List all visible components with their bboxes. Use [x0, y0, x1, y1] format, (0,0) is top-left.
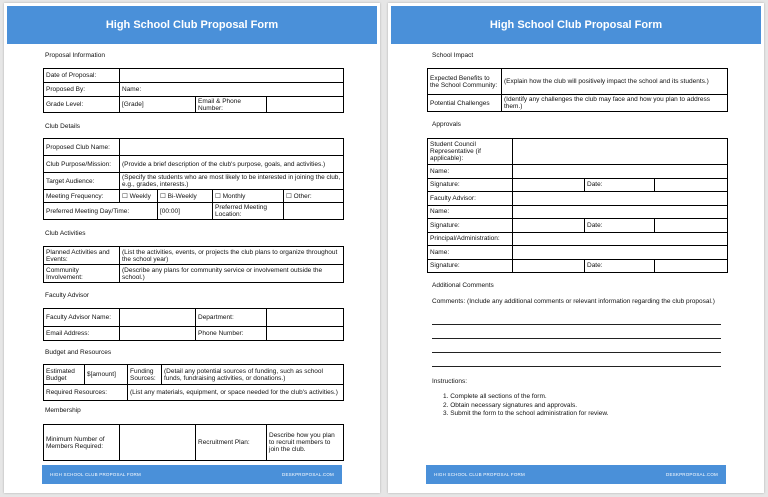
faculty-advisor-approval-label: Faculty Advisor:: [428, 192, 513, 206]
section-heading-club-activities: Club Activities: [45, 230, 86, 237]
email-address-field[interactable]: [120, 327, 196, 341]
recruitment-plan-field[interactable]: Describe how you plan to recruit members to join the club.: [267, 425, 344, 461]
section-heading-approvals: Approvals: [432, 121, 461, 128]
comment-line-2[interactable]: [432, 338, 721, 339]
principal-date-field[interactable]: [655, 259, 728, 273]
section-heading-club-details: Club Details: [45, 123, 81, 130]
budget-resources-table: [43, 364, 344, 401]
club-name-field[interactable]: [120, 139, 344, 156]
department-label: Department:: [196, 309, 267, 327]
council-representative-field[interactable]: [513, 139, 728, 165]
footer-right-text: DESKPROPOSAL.COM: [282, 472, 334, 477]
estimated-budget-label: Estimated Budget: [44, 365, 85, 385]
principal-signature-label: Signature:: [428, 259, 513, 273]
instruction-item: 3. Submit the form to the school administration for review.: [443, 410, 609, 417]
frequency-other-checkbox[interactable]: ☐ Other:: [284, 190, 344, 203]
meeting-frequency-label: Meeting Frequency:: [44, 190, 120, 203]
date-of-proposal-field[interactable]: [120, 69, 344, 83]
instruction-item: 2. Obtain necessary signatures and approvals.: [443, 401, 578, 409]
page-title: High School Club Proposal Form: [489, 19, 663, 31]
department-field[interactable]: [267, 309, 344, 327]
proposal-information-table: [43, 68, 344, 113]
frequency-biweekly-checkbox[interactable]: ☐ Bi-Weekly: [158, 190, 213, 203]
phone-number-label: Phone Number:: [196, 327, 267, 341]
comment-line-4[interactable]: [432, 366, 721, 367]
principal-date-label: Date:: [585, 259, 655, 273]
council-representative-label: Student Council Representative (if applicable):: [428, 139, 513, 165]
advisor-date-label: Date:: [585, 219, 655, 233]
meeting-location-label: Preferred Meeting Location:: [213, 203, 284, 220]
email-phone-label: Email & Phone Number:: [196, 97, 267, 113]
advisor-name-field[interactable]: [120, 309, 196, 327]
section-heading-school-impact: School Impact: [432, 52, 474, 59]
name-label: Name:: [122, 86, 142, 93]
min-members-label: Minimum Number of Members Required:: [44, 425, 120, 461]
instructions-heading: Instructions:: [432, 378, 468, 385]
potential-challenges-field[interactable]: (Identify any challenges the club may face and how you plan to address them.): [502, 95, 728, 112]
advisor-signature-label: Signature:: [428, 219, 513, 233]
min-members-field[interactable]: [120, 425, 196, 461]
advisor-name-label: Faculty Advisor Name:: [44, 309, 120, 327]
principal-signature-field[interactable]: [513, 259, 585, 273]
instruction-item: 1. Complete all sections of the form.: [443, 393, 547, 400]
section-heading-faculty-advisor: Faculty Advisor: [45, 292, 90, 299]
advisor-name-field[interactable]: [513, 205, 728, 219]
planned-activities-label: Planned Activities and Events:: [44, 247, 120, 265]
expected-benefits-label: Expected Benefits to the School Community:: [428, 69, 502, 95]
section-heading-additional-comments: Additional Comments: [432, 282, 494, 289]
meeting-day-time-field[interactable]: [00:00]: [158, 203, 213, 220]
footer-right-text: DESKPROPOSAL.COM: [666, 472, 718, 477]
target-audience-field[interactable]: (Specify the students who are most likely to be interested in joining the club, e.g., grades, interests.): [120, 173, 344, 190]
expected-benefits-field[interactable]: (Explain how the club will positively impact the school and its students.): [502, 69, 728, 95]
section-heading-proposal-information: Proposal Information: [45, 52, 105, 59]
council-name-field[interactable]: [513, 165, 728, 179]
target-audience-label: Target Audience:: [44, 173, 120, 190]
meeting-day-time-label: Preferred Meeting Day/Time:: [44, 203, 158, 220]
club-purpose-field[interactable]: (Provide a brief description of the club's purpose, goals, and activities.): [120, 156, 344, 173]
membership-table: [43, 424, 344, 461]
email-address-label: Email Address:: [44, 327, 120, 341]
principal-field[interactable]: [513, 232, 728, 246]
potential-challenges-label: Potential Challenges: [428, 95, 502, 112]
school-impact-table: [427, 68, 728, 112]
club-purpose-label: Club Purpose/Mission:: [44, 156, 120, 173]
community-involvement-field[interactable]: (Describe any plans for community service or involvement outside the school.): [120, 265, 344, 283]
phone-number-field[interactable]: [267, 327, 344, 341]
page-footer: [426, 465, 726, 484]
club-details-table: [43, 138, 344, 220]
council-signature-field[interactable]: [513, 178, 585, 192]
advisor-signature-field[interactable]: [513, 219, 585, 233]
page-title-banner: [7, 6, 377, 44]
council-name-label: Name:: [428, 165, 513, 179]
section-heading-budget: Budget and Resources: [45, 349, 112, 356]
grade-level-field[interactable]: [Grade]: [120, 97, 196, 113]
advisor-date-field[interactable]: [655, 219, 728, 233]
date-of-proposal-label: Date of Proposal:: [44, 69, 120, 83]
council-signature-label: Signature:: [428, 178, 513, 192]
comments-instructions: Comments: (Include any additional comments or relevant information regarding the club proposal.): [432, 298, 715, 305]
comment-line-1[interactable]: [432, 324, 721, 325]
club-activities-table: [43, 246, 344, 283]
estimated-budget-field[interactable]: $[amount]: [85, 365, 128, 385]
approvals-table: [427, 138, 728, 273]
principal-label: Principal/Administration:: [428, 232, 513, 246]
required-resources-field[interactable]: (List any materials, equipment, or space needed for the club's activities.): [128, 385, 344, 401]
community-involvement-label: Community Involvement:: [44, 265, 120, 283]
required-resources-label: Required Resources:: [44, 385, 128, 401]
proposed-by-label: Proposed By:: [44, 83, 120, 97]
faculty-advisor-approval-field[interactable]: [513, 192, 728, 206]
principal-name-field[interactable]: [513, 246, 728, 260]
proposer-name-field[interactable]: [120, 83, 344, 97]
footer-left-text: HIGH SCHOOL CLUB PROPOSAL FORM: [50, 472, 141, 477]
frequency-monthly-checkbox[interactable]: ☐ Monthly: [213, 190, 284, 203]
council-date-label: Date:: [585, 178, 655, 192]
instructions-list: [443, 393, 608, 419]
footer-left-text: HIGH SCHOOL CLUB PROPOSAL FORM: [434, 472, 525, 477]
section-heading-membership: Membership: [45, 407, 81, 414]
advisor-name-label: Name:: [428, 205, 513, 219]
funding-sources-field[interactable]: (Detail any potential sources of funding, such as school funds, fundraising activities, or donations.): [162, 365, 344, 385]
frequency-weekly-checkbox[interactable]: ☐ Weekly: [120, 190, 158, 203]
council-date-field[interactable]: [655, 178, 728, 192]
club-name-label: Proposed Club Name:: [44, 139, 120, 156]
faculty-advisor-table: [43, 308, 344, 341]
funding-sources-label: Funding Sources:: [128, 365, 162, 385]
page-footer: [42, 465, 342, 484]
page-title-banner: [391, 6, 761, 44]
comment-line-3[interactable]: [432, 352, 721, 353]
principal-name-label: Name:: [428, 246, 513, 260]
page-title: High School Club Proposal Form: [105, 19, 279, 31]
recruitment-plan-label: Recruitment Plan:: [196, 425, 267, 461]
email-phone-field[interactable]: [267, 97, 344, 113]
meeting-location-field[interactable]: [284, 203, 344, 220]
grade-level-label: Grade Level:: [44, 97, 120, 113]
planned-activities-field[interactable]: (List the activities, events, or projects the club plans to organize throughout the school year): [120, 247, 344, 265]
